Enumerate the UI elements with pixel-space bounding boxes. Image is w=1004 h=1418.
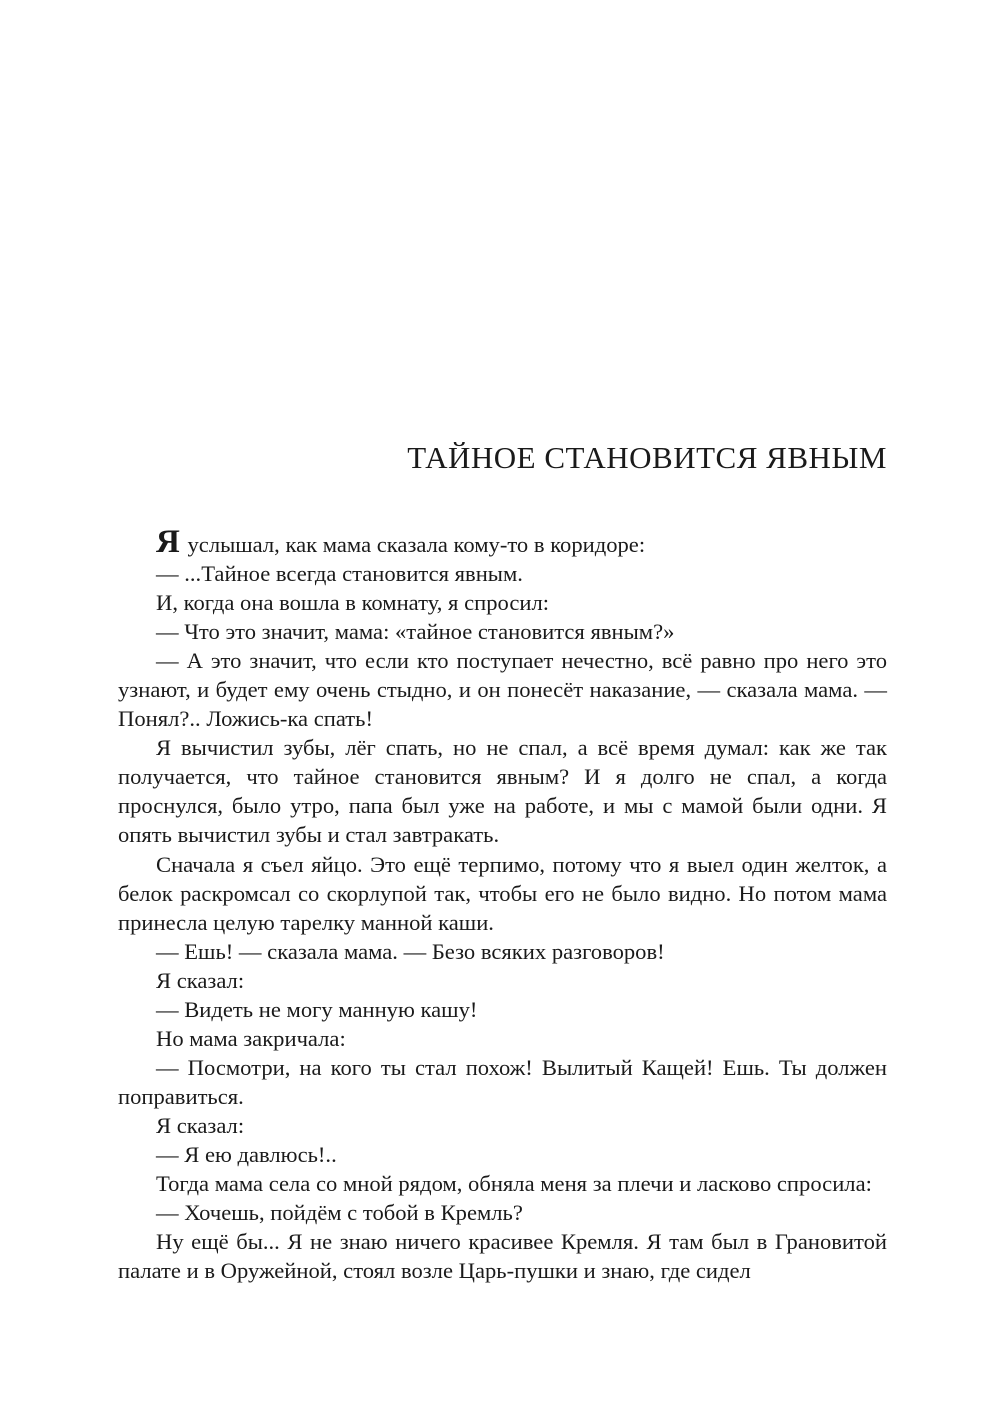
paragraph: — Хочешь, пойдём с тобой в Кремль? bbox=[156, 1200, 523, 1226]
paragraph: Но мама закричала: bbox=[156, 1025, 346, 1051]
paragraph: Я сказал: bbox=[156, 1112, 245, 1138]
paragraph: И, когда она вошла в комнату, я спросил: bbox=[156, 590, 550, 616]
drop-cap: Я bbox=[156, 524, 180, 560]
paragraph: Я вычистил зубы, лёг спать, но не спал, а всё время думал: как же так получается, что тайное становится явным? И я долго не спал, а когда проснулся, было утро, папа был уже на работе, и мы с мамой были одни. Я опять вычистил зубы и стал завтракать. bbox=[118, 735, 887, 848]
paragraph: Тогда мама села со мной рядом, обняла меня за плечи и ласково спросила: bbox=[156, 1171, 872, 1197]
paragraph: Я сказал: bbox=[156, 967, 245, 993]
paragraph: — Ешь! — сказала мама. — Безо всяких разговоров! bbox=[156, 938, 665, 964]
paragraph-1 bbox=[118, 524, 887, 560]
paragraph: Сначала я съел яйцо. Это ещё терпимо, потому что я выел один желток, а белок раскромсал со скорлупой так, чтобы его не было видно. Но потом мама принесла целую тарелку манной каши. bbox=[118, 851, 887, 935]
chapter-text bbox=[118, 524, 887, 1285]
paragraph: — А это значит, что если кто поступает нечестно, всё равно про него это узнают, и будет ему очень стыдно, и он понесёт наказание, — сказала мама. — Понял?.. Ложись-ка спать! bbox=[118, 648, 887, 732]
paragraph: — Посмотри, на кого ты стал похож! Вылитый Кащей! Ешь. Ты должен поправиться. bbox=[118, 1054, 887, 1109]
paragraph: — Что это значит, мама: «тайное становится явным?» bbox=[156, 619, 675, 645]
paragraph: — ...Тайное всегда становится явным. bbox=[156, 561, 523, 587]
paragraph: — Видеть не могу манную кашу! bbox=[156, 996, 478, 1022]
paragraph: — Я ею давлюсь!.. bbox=[156, 1141, 337, 1167]
paragraph: Ну ещё бы... Я не знаю ничего красивее Кремля. Я там был в Грановитой палате и в Оружейной, стоял возле Царь-пушки и знаю, где сидел bbox=[118, 1229, 887, 1284]
chapter-title: ТАЙНОЕ СТАНОВИТСЯ ЯВНЫМ bbox=[407, 440, 887, 475]
paragraph-1-text: услышал, как мама сказала кому-то в коридоре: bbox=[181, 532, 646, 557]
